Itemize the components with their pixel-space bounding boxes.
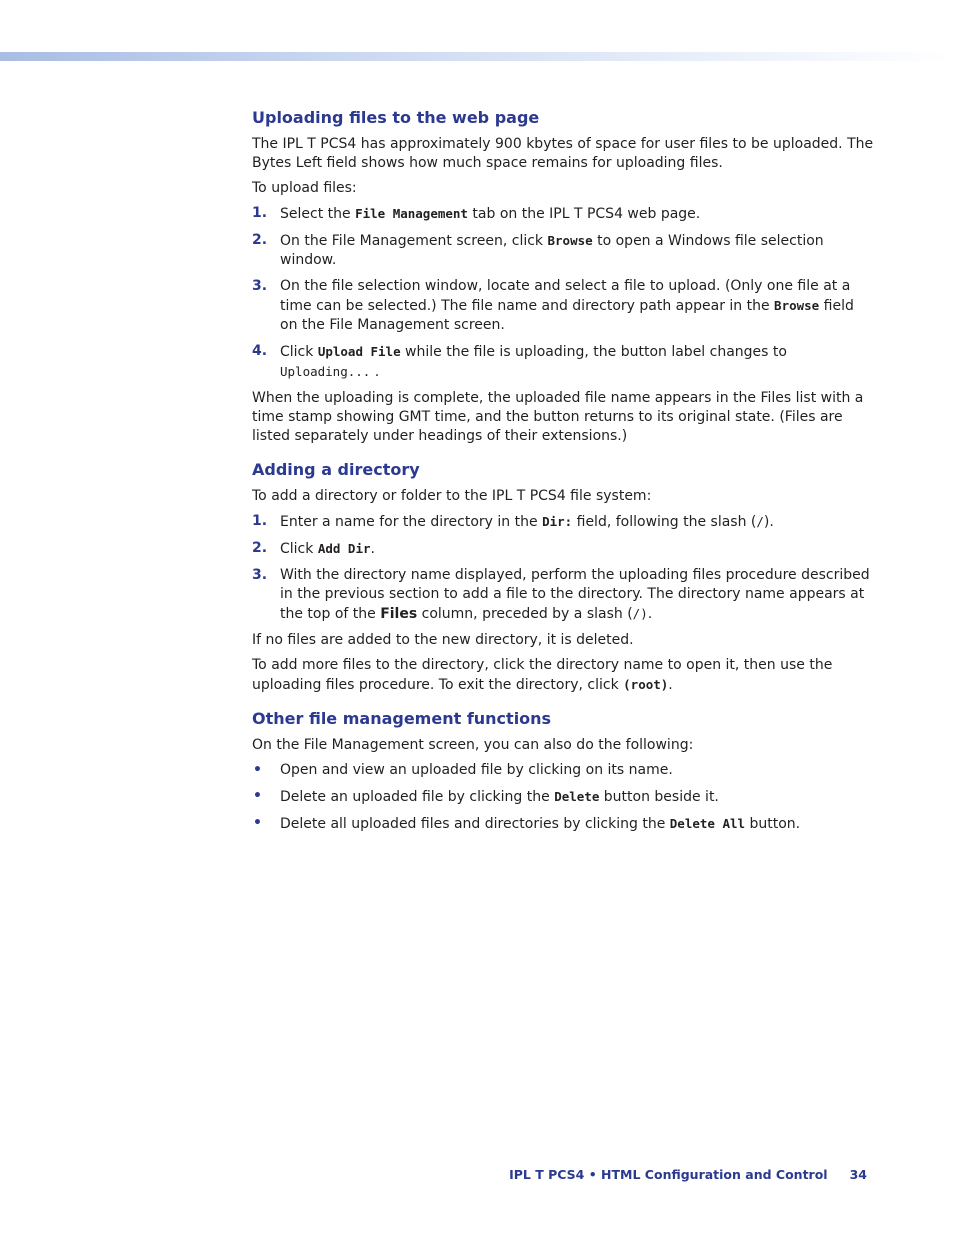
code-text: /): [632, 606, 648, 621]
code-text: /: [756, 514, 764, 529]
bullet-icon: •: [253, 815, 262, 831]
code-text: Upload File: [317, 344, 401, 359]
page-footer: [509, 1167, 867, 1182]
code-text: Uploading...: [280, 364, 371, 379]
paragraph-add-more-files: To add more files to the directory, click the directory name to open it, then use the uploading files procedure. To exit the directory, click (root).: [252, 657, 833, 693]
section-heading-uploading: Uploading files to the web page: [252, 108, 540, 127]
page-content: [252, 108, 874, 841]
step-number: 1.: [252, 513, 268, 529]
list-item: • Delete an uploaded file by clicking the Delete button beside it.: [253, 788, 719, 805]
code-text: Browse: [774, 298, 820, 313]
functions-bullet-list: [252, 761, 874, 834]
code-text: Delete All: [669, 816, 746, 831]
header-gradient-bar: [0, 52, 954, 61]
list-item: 1. Enter a name for the directory in the Dir: field, following the slash (/).: [252, 513, 774, 530]
list-item: • Open and view an uploaded file by clicking on its name.: [253, 762, 673, 778]
bold-text: Files: [380, 606, 418, 622]
code-text: (root): [623, 677, 669, 692]
step-number: 3.: [252, 278, 268, 294]
step-number: 2.: [252, 232, 268, 248]
step-number: 2.: [252, 540, 268, 556]
paragraph-intro: To add a directory or folder to the IPL T PCS4 file system:: [252, 488, 652, 504]
code-text: File Management: [355, 206, 468, 221]
list-item: 4. Click Upload File while the file is uploading, the button label changes to Uploading... .: [252, 343, 787, 380]
paragraph-no-files: If no files are added to the new directory, it is deleted.: [252, 632, 634, 648]
step-number: 4.: [252, 343, 268, 359]
list-item: • Delete all uploaded files and directories by clicking the Delete All button.: [253, 815, 801, 832]
section-heading-other-functions: Other file management functions: [252, 709, 552, 728]
paragraph-to-upload: To upload files:: [252, 180, 357, 196]
code-text: Delete: [554, 789, 600, 804]
paragraph-intro: The IPL T PCS4 has approximately 900 kbytes of space for user files to be uploaded. The Bytes Left field shows how much space remains for uploading files.: [252, 136, 874, 171]
section-heading-adding-directory: Adding a directory: [252, 460, 420, 479]
directory-steps-list: [252, 512, 874, 624]
code-text: Dir:: [542, 514, 573, 529]
list-item: 1. Select the File Management tab on the IPL T PCS4 web page.: [252, 205, 701, 222]
code-text: Add Dir: [317, 541, 371, 556]
paragraph-outro: When the uploading is complete, the uploaded file name appears in the Files list with a time stamp showing GMT time, and the button returns to its original state. (Files are listed separately under headings of their extensions.): [252, 390, 864, 444]
bullet-icon: •: [253, 762, 262, 778]
upload-steps-list: [252, 204, 874, 382]
paragraph-intro: On the File Management screen, you can also do the following:: [252, 737, 694, 753]
footer-title: IPL T PCS4 • HTML Configuration and Control: [509, 1167, 828, 1182]
code-text: Browse: [547, 233, 593, 248]
step-number: 3.: [252, 567, 268, 583]
list-item: 2. On the File Management screen, click Browse to open a Windows file selection window.: [252, 232, 824, 268]
page-number: 34: [849, 1167, 867, 1182]
bullet-icon: •: [253, 788, 262, 804]
list-item: 3. On the file selection window, locate and select a file to upload. (Only one file at a time can be selected.) The file name and directory path appear in the Browse field on the File Management screen.: [252, 278, 854, 333]
list-item: 2. Click Add Dir.: [252, 540, 375, 557]
list-item: 3. With the directory name displayed, perform the uploading files procedure described in the previous section to add a file to the directory. The directory name appears at the top of the Files column, preceded by a slash (/).: [252, 567, 870, 622]
step-number: 1.: [252, 205, 268, 221]
